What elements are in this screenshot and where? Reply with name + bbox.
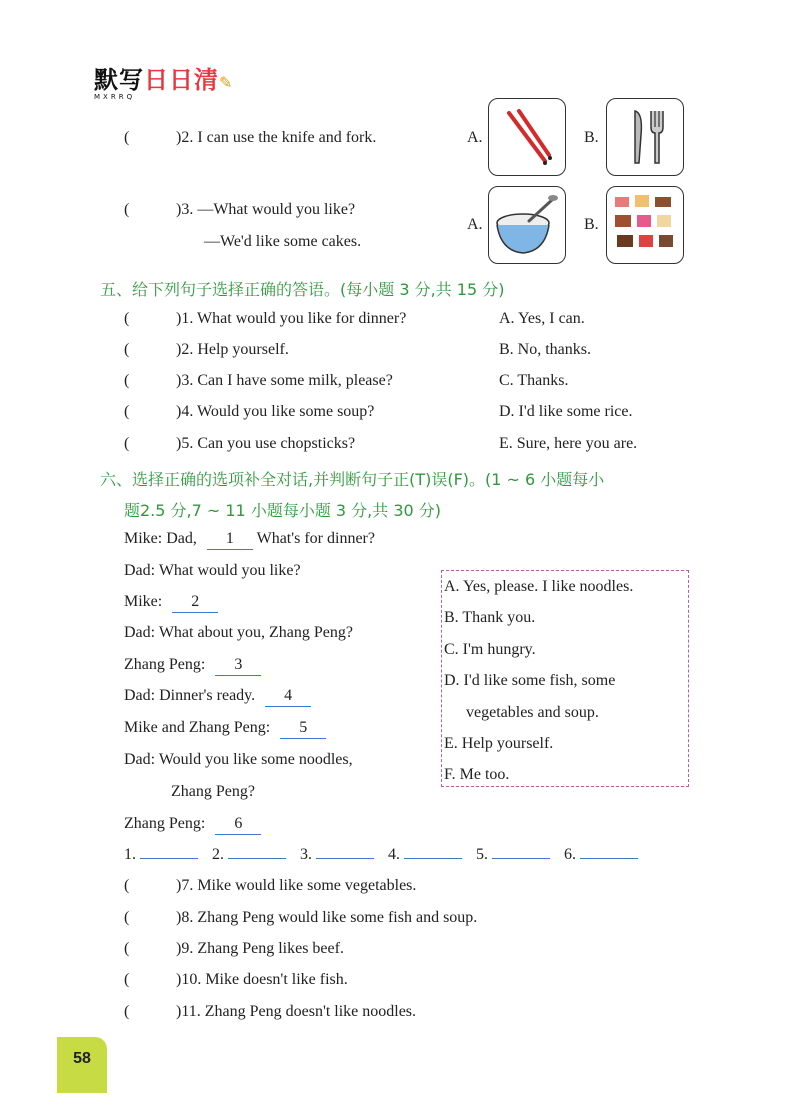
list-item (124, 939, 344, 959)
header-logo (94, 60, 233, 101)
option-b-label: B. (584, 129, 599, 146)
answer-option: D. I'd like some rice. (499, 403, 633, 420)
answer-paren: ( (124, 435, 130, 452)
answer-paren: ( (124, 877, 130, 894)
answer-label: 2. (212, 846, 224, 863)
dialogue-line (124, 592, 218, 613)
dialogue-line: Dad: Would you like some noodles, (124, 751, 353, 768)
answer-label: 6. (564, 846, 576, 863)
logo-title-b: 日日清 (144, 66, 219, 94)
question-text: )3. Can I have some milk, please? (176, 372, 393, 389)
question-text: )4. Would you like some soup? (176, 403, 375, 420)
option-item: C. I'm hungry. (444, 641, 536, 658)
statement-text: )8. Zhang Peng would like some fish and soup. (176, 909, 478, 926)
dialogue-line (124, 718, 326, 739)
list-item (124, 434, 355, 454)
dialogue-blank[interactable]: 5 (280, 718, 326, 739)
answer-option: E. Sure, here you are. (499, 435, 638, 452)
answer-label: 3. (300, 846, 312, 863)
dialogue-blank[interactable]: 6 (215, 814, 261, 835)
dialogue-line (124, 529, 375, 550)
list-item (124, 876, 416, 896)
list-item (124, 371, 393, 391)
dialogue-blank[interactable]: 1 (207, 529, 253, 550)
list-item (124, 402, 374, 422)
answer-blank[interactable] (580, 858, 638, 859)
option-a-label: A. (467, 129, 483, 146)
dialogue-line: Dad: What about you, Zhang Peng? (124, 624, 353, 641)
dialogue-text: Zhang Peng: (124, 815, 206, 832)
chopsticks-icon (488, 98, 566, 176)
statement-text: )7. Mike would like some vegetables. (176, 877, 417, 894)
dialogue-text: Dad: Dinner's ready. (124, 687, 256, 704)
answer-blank[interactable] (492, 858, 550, 859)
option-a-label: A. (467, 216, 483, 233)
dialogue-blank[interactable]: 4 (265, 686, 311, 707)
dialogue-text: Mike: Dad, (124, 530, 197, 547)
answer-paren: ( (124, 341, 130, 358)
section-6-heading-cont: 题2.5 分,7 ~ 11 小题每小题 3 分,共 30 分) (124, 501, 442, 520)
dialogue-line (124, 814, 261, 835)
question-text: )3. —What would you like? (176, 201, 356, 218)
dialogue-line (124, 655, 261, 676)
answer-blanks-row (124, 845, 638, 865)
answer-paren: ( (124, 940, 130, 957)
question-text: )2. I can use the knife and fork. (176, 129, 377, 146)
logo-title-a: 默写 (94, 66, 144, 94)
statement-text: )10. Mike doesn't like fish. (176, 971, 348, 988)
option-item: D. I'd like some fish, some (444, 672, 616, 689)
answer-option: B. No, thanks. (499, 341, 591, 358)
dialogue-text: Zhang Peng: (124, 656, 206, 673)
q4-2-row (124, 128, 376, 148)
pen-icon: ✎ (219, 73, 234, 92)
list-item (124, 340, 289, 360)
answer-label: 4. (388, 846, 400, 863)
options-box (441, 570, 689, 787)
answer-paren: ( (124, 403, 130, 420)
cakes-icon (606, 186, 684, 264)
answer-label: 5. (476, 846, 488, 863)
logo-subtitle: MXRRQ (94, 93, 136, 101)
dialogue-line (124, 686, 311, 707)
statement-text: )11. Zhang Peng doesn't like noodles. (176, 1003, 417, 1020)
rice-bowl-icon (488, 186, 566, 264)
answer-paren: ( (124, 129, 130, 146)
list-item (124, 970, 348, 990)
dialogue-blank[interactable]: 2 (172, 592, 218, 613)
answer-label: 1. (124, 846, 136, 863)
answer-option: A. Yes, I can. (499, 310, 585, 327)
answer-option: C. Thanks. (499, 372, 569, 389)
answer-blank[interactable] (404, 858, 462, 859)
list-item (124, 908, 477, 928)
question-line2: —We'd like some cakes. (204, 233, 362, 250)
knife-fork-icon (606, 98, 684, 176)
list-item (124, 309, 406, 329)
question-text: )1. What would you like for dinner? (176, 310, 407, 327)
dialogue-text: Mike: (124, 593, 163, 610)
answer-paren: ( (124, 909, 130, 926)
answer-blank[interactable] (140, 858, 198, 859)
dialogue-text: Mike and Zhang Peng: (124, 719, 271, 736)
answer-paren: ( (124, 201, 130, 218)
answer-paren: ( (124, 971, 130, 988)
dialogue-line: Dad: What would you like? (124, 562, 301, 579)
page-number: 58 (57, 1037, 107, 1093)
answer-paren: ( (124, 310, 130, 327)
question-text: )5. Can you use chopsticks? (176, 435, 356, 452)
answer-blank[interactable] (228, 858, 286, 859)
statement-text: )9. Zhang Peng likes beef. (176, 940, 344, 957)
option-item: F. Me too. (444, 766, 510, 783)
dialogue-text: What's for dinner? (256, 530, 375, 547)
dialogue-line: Zhang Peng? (171, 783, 255, 800)
option-item-cont: vegetables and soup. (466, 704, 599, 721)
logo-title (94, 60, 233, 95)
option-item: E. Help yourself. (444, 735, 554, 752)
section-5-heading: 五、给下列句子选择正确的答语。(每小题 3 分,共 15 分) (100, 280, 505, 299)
dialogue-blank[interactable]: 3 (215, 655, 261, 676)
option-item: B. Thank you. (444, 609, 536, 626)
section-6-heading: 六、选择正确的选项补全对话,并判断句子正(T)误(F)。(1 ~ 6 小题每小 (100, 470, 605, 489)
q4-3-row (124, 200, 355, 220)
answer-blank[interactable] (316, 858, 374, 859)
question-text: )2. Help yourself. (176, 341, 289, 358)
answer-paren: ( (124, 1003, 130, 1020)
option-item: A. Yes, please. I like noodles. (444, 578, 634, 595)
list-item (124, 1002, 416, 1022)
option-b-label: B. (584, 216, 599, 233)
answer-paren: ( (124, 372, 130, 389)
